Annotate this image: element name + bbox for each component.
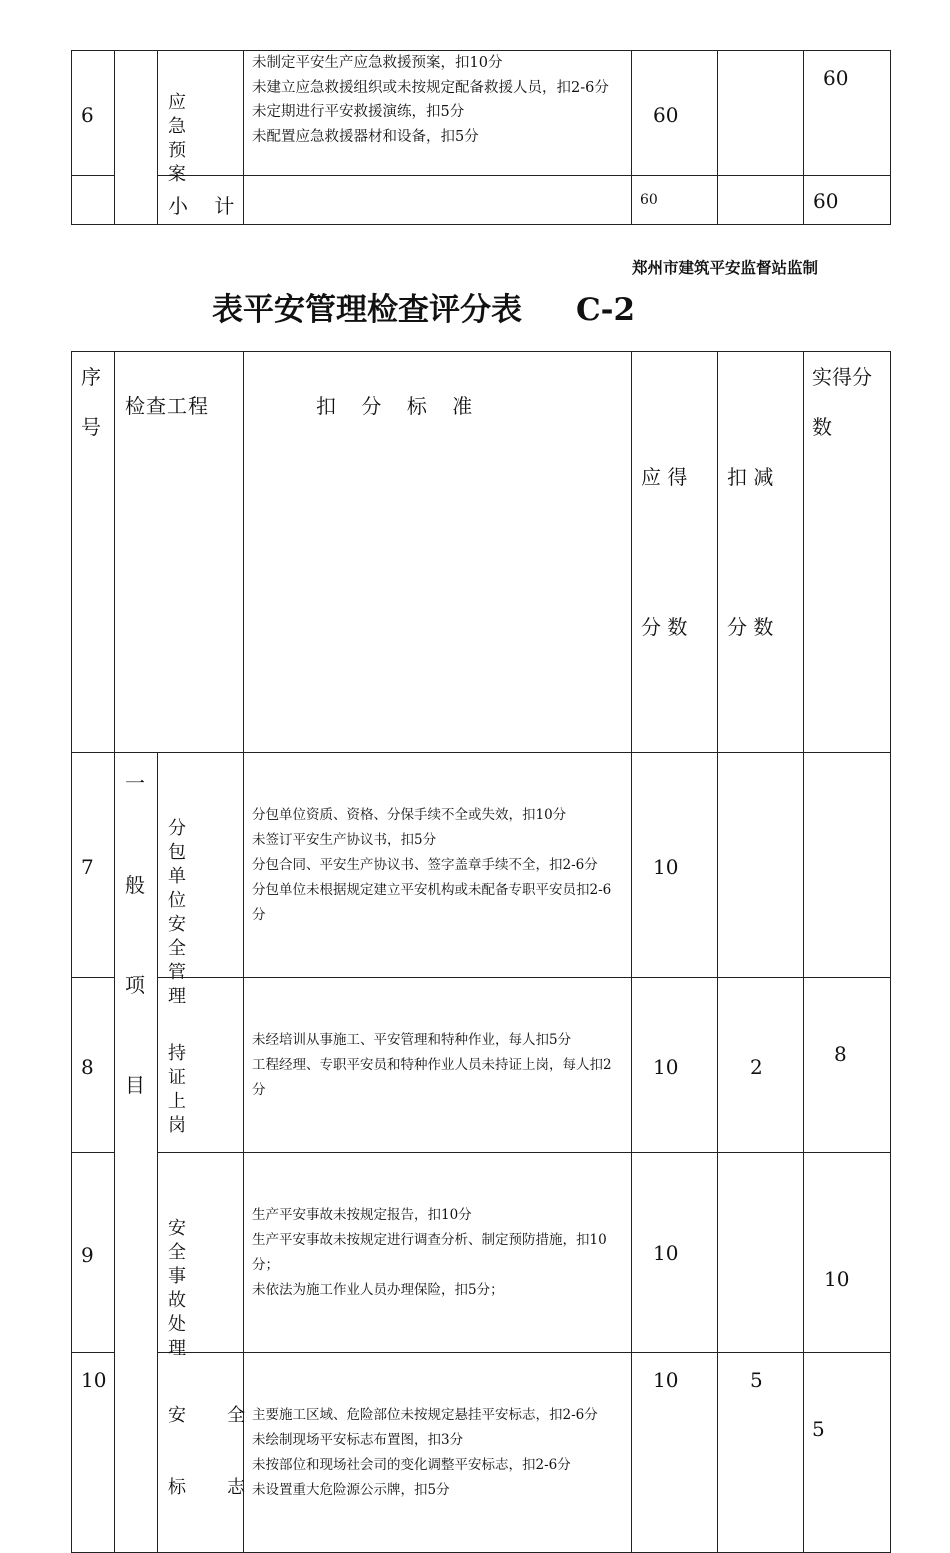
due-score: 10 <box>632 1153 718 1353</box>
deduction-criteria: 未制定平安生产应急救援预案，扣10分 未建立应急救援组织或未按规定配备救援人员，扣2-6分 未定期进行平安救援演练，扣5分 未配置应急救援器材和设备，扣5分 <box>244 51 632 176</box>
category-cell: 一 般 项 目 <box>115 753 158 1553</box>
actual-score: 60 <box>804 51 891 176</box>
page-title: 表平安管理检查评分表 C-2 <box>212 292 636 328</box>
table-row <box>72 51 891 176</box>
actual-score: 8 <box>804 978 891 1153</box>
deduct-score <box>718 51 804 176</box>
check-item: 应 急 预 案 <box>158 51 244 176</box>
deduct-score <box>718 1153 804 1353</box>
table-row <box>72 1153 891 1353</box>
header-criteria: 扣 分 标 准 <box>244 352 632 753</box>
header-actual: 实得分 数 <box>804 352 891 753</box>
row-number <box>72 176 115 225</box>
header-row <box>72 352 891 753</box>
check-item: 安 全 事 故 处 理 <box>158 1153 244 1353</box>
deduction-criteria: 未经培训从事施工、平安管理和特种作业，每人扣5分 工程经理、专职平安员和特种作业人员未持证上岗，每人扣2分 <box>244 978 632 1153</box>
header-item: 检查工程 <box>115 352 244 753</box>
row-number: 10 <box>72 1353 115 1553</box>
header-due: 应 得 分 数 <box>632 352 718 753</box>
deduction-criteria: 主要施工区域、危险部位未按规定悬挂平安标志，扣2-6分 未绘制现场平安标志布置图，扣3分 未按部位和现场社会司的变化调整平安标志，扣2-6分 未设置重大危险源公示牌，扣5分 <box>244 1353 632 1553</box>
subtotal-due: 60 <box>632 176 718 225</box>
subtotal-label: 小 计 <box>158 176 244 225</box>
due-score: 60 <box>632 51 718 176</box>
header-no: 序 号 <box>72 352 115 753</box>
deduction-criteria: 生产平安事故未按规定报告，扣10分 生产平安事故未按规定进行调查分析、制定预防措施，扣10分； 未依法为施工作业人员办理保险，扣5分； <box>244 1153 632 1353</box>
actual-score <box>804 753 891 978</box>
table-row <box>72 1353 891 1553</box>
row-number: 6 <box>72 51 115 176</box>
row-number: 9 <box>72 1153 115 1353</box>
table-row <box>72 753 891 978</box>
deduction-criteria: 分包单位资质、资格、分保手续不全或失效，扣10分 未签订平安生产协议书，扣5分 分包合同、平安生产协议书、签字盖章手续不全，扣2-6分 分包单位未根据规定建立平安机构或未配备专职平安员扣2-6分 <box>244 753 632 978</box>
due-score: 10 <box>632 753 718 978</box>
check-item: 持 证 上 岗 <box>158 978 244 1153</box>
subtotal-actual: 60 <box>804 176 891 225</box>
supervisor-label: 郑州市建筑平安监督站监制 <box>632 259 819 277</box>
actual-score: 5 <box>804 1353 891 1553</box>
due-score: 10 <box>632 1353 718 1553</box>
subtotal-row <box>72 176 891 225</box>
due-score: 10 <box>632 978 718 1153</box>
safety-score-table <box>71 351 891 1553</box>
deduction-criteria <box>244 176 632 225</box>
row-number: 7 <box>72 753 115 978</box>
top-score-table <box>71 50 891 225</box>
deduct-score <box>718 176 804 225</box>
deduct-score: 5 <box>718 1353 804 1553</box>
deduct-score: 2 <box>718 978 804 1153</box>
check-item: 分 包 单 位 安 全 管 理 <box>158 753 244 978</box>
actual-score: 10 <box>804 1153 891 1353</box>
deduct-score <box>718 753 804 978</box>
check-item: 安 全 标 志 <box>158 1353 244 1553</box>
category-cell <box>115 51 158 225</box>
header-deduct: 扣 减 分 数 <box>718 352 804 753</box>
table-row <box>72 978 891 1153</box>
row-number: 8 <box>72 978 115 1153</box>
